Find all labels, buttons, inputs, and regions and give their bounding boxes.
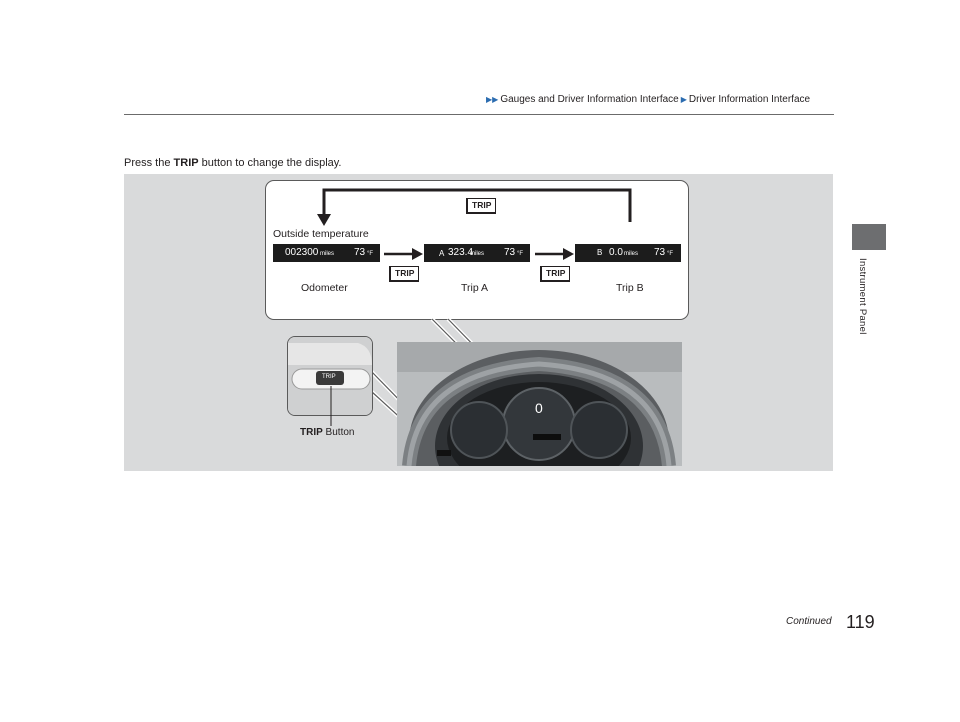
page-number: 119 (846, 612, 875, 632)
breadcrumb-arrow-icon: ▶ (680, 95, 687, 104)
header-rule (124, 114, 834, 115)
trip-button-label-bold: TRIP (300, 427, 323, 438)
intro-text (124, 157, 342, 169)
trip-button-label (300, 427, 354, 438)
trip-button-pointer (326, 384, 336, 428)
trip-a-prefix: A (439, 249, 445, 258)
next-arrow-icon (382, 247, 424, 261)
trip-b-caption: Trip B (616, 282, 644, 294)
trip-key-symbol: TRIP (540, 266, 570, 282)
trip-a-display (424, 244, 530, 262)
intro-button-name: TRIP (173, 157, 199, 169)
odometer-caption: Odometer (301, 282, 348, 294)
breadcrumb-arrow-icon: ▶▶ (486, 95, 499, 104)
breadcrumb (484, 94, 810, 105)
odometer-temp: 73 (354, 247, 366, 258)
section-tab (852, 224, 886, 250)
trip-b-value: 0.0 (609, 247, 623, 258)
trip-button[interactable]: TRIP (322, 374, 336, 380)
trip-a-caption: Trip A (461, 282, 489, 294)
section-label-text: Instrument Panel (857, 258, 868, 335)
trip-key-symbol: TRIP (389, 266, 419, 282)
continued-label: Continued (786, 616, 832, 627)
trip-key-symbol: TRIP (466, 198, 496, 214)
trip-button-label-rest: Button (322, 427, 355, 438)
speed-readout: 0 (535, 400, 543, 416)
outside-temperature-label: Outside temperature (273, 228, 369, 240)
trip-b-unit: miles (624, 251, 639, 257)
trip-b-display (575, 244, 681, 262)
cockpit-illustration (397, 342, 682, 466)
trip-b-temp: 73 (654, 247, 666, 258)
trip-a-temp: 73 (504, 247, 516, 258)
intro-prefix: Press the (124, 157, 174, 169)
breadcrumb-item[interactable]: Gauges and Driver Information Interface (500, 94, 679, 105)
next-arrow-icon (533, 247, 575, 261)
trip-b-prefix: B (597, 248, 603, 257)
section-label (856, 258, 870, 348)
trip-b-temp-unit: °F (667, 251, 674, 257)
intro-suffix: button to change the display. (198, 157, 342, 169)
odometer-unit: miles (320, 251, 335, 257)
breadcrumb-item[interactable]: Driver Information Interface (688, 94, 811, 105)
trip-a-temp-unit: °F (517, 251, 524, 257)
trip-a-unit: miles (470, 251, 485, 257)
odometer-display (273, 244, 380, 262)
odometer-value: 002300 (285, 247, 319, 258)
odometer-temp-unit: °F (367, 251, 374, 257)
trip-a-value: 323.4 (448, 247, 474, 258)
